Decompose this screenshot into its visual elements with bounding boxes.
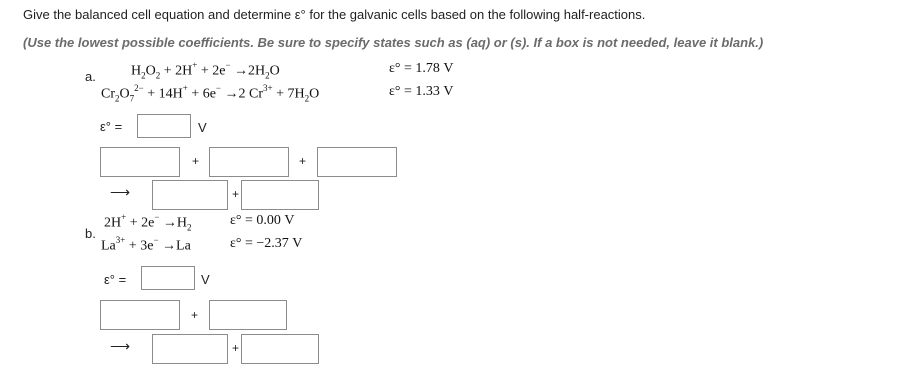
part-b-reactant-1-input[interactable] [100,300,180,330]
part-b-reactant-2-input[interactable] [209,300,287,330]
part-a-half-reaction-2: $Cr_2O_7^{2-} + 14H^+ + 6e^- \to 2$ $Cr^{3+} + 7H_2O$ [101,83,320,104]
instructions: Give the balanced cell equation and determine ε° for the galvanic cells based on the following half-reactions. [23,7,646,22]
part-b-half-reaction-1: $2H^+ + 2e^- \to H_2$ [104,212,192,233]
part-b-epsilon-label: ε° = [104,272,127,287]
instructions-note: (Use the lowest possible coefficients. Be sure to specify states such as (aq) or (s). If a box is not needed, leave it blank.) [23,35,764,50]
part-b-reaction-arrow: ⟶ [110,338,131,354]
part-a-epsilon-label: ε° = [100,119,123,134]
part-a-reaction-arrow: ⟶ [110,184,131,200]
part-b-potential-2: ε° = −2.37 V [230,236,303,251]
part-a-product-2-input[interactable] [241,180,319,210]
part-b-half-reaction-2: $La^{3+} + 3e^- \to La$ [101,235,191,254]
part-a-volt-unit: V [198,120,207,135]
part-a-half-reaction-1: $H_2O_2 + 2H^+ + 2e^- \to 2H_2O$ [131,60,280,81]
part-a-label: a. [85,69,96,84]
part-b-volt-unit: V [201,272,210,287]
part-b-product-1-input[interactable] [152,334,228,364]
part-a-plus-2: + [299,154,307,168]
part-a-product-1-input[interactable] [152,180,228,210]
part-a-reactant-2-input[interactable] [209,147,289,177]
part-a-reactant-3-input[interactable] [317,147,397,177]
part-a-potential-1: ε° = 1.78 V [389,61,454,76]
part-b-label: b. [85,226,96,241]
part-b-potential-input[interactable] [141,266,195,290]
part-a-potential-input[interactable] [137,114,191,138]
part-b-product-2-input[interactable] [241,334,319,364]
part-a-plus-3: + [232,187,240,201]
part-a-reactant-1-input[interactable] [100,147,180,177]
part-a-potential-2: ε° = 1.33 V [389,84,454,99]
part-b-plus-1: + [191,308,199,322]
part-b-potential-1: ε° = 0.00 V [230,213,295,228]
part-a-plus-1: + [192,154,200,168]
part-b-plus-2: + [232,341,240,355]
